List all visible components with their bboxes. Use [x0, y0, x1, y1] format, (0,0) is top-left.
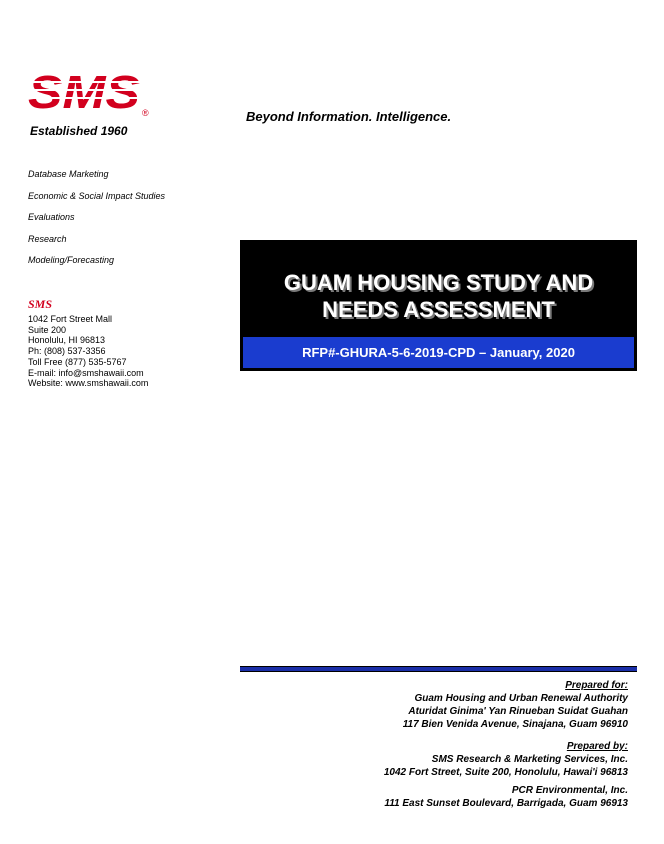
rfp-band: [243, 337, 634, 368]
established-text: Established 1960: [30, 124, 128, 138]
prepared-for-heading: Prepared for:: [565, 680, 628, 691]
prepared-for-line: Guam Housing and Urban Renewal Authority: [414, 693, 628, 704]
prepared-by-org: SMS Research & Marketing Services, Inc.: [431, 754, 628, 765]
title-line-1: GUAM HOUSING STUDY AND: [283, 270, 594, 295]
prepared-for-section: [403, 679, 628, 731]
contact-line: Website: www.smshawaii.com: [28, 378, 149, 389]
title-block: [240, 240, 637, 371]
sms-logo-mark: [26, 68, 156, 118]
sms-logo: [26, 68, 156, 118]
service-item: Evaluations: [28, 212, 75, 223]
contact-line: Honolulu, HI 96813: [28, 335, 106, 346]
document-title: [243, 269, 634, 323]
rfp-number: RFP#-GHURA-5-6-2019-CPD – January, 2020: [302, 345, 575, 360]
prepared-by-heading: Prepared by:: [566, 741, 628, 752]
logo-text: SMS: [28, 68, 141, 118]
contact-line: E-mail: info@smshawaii.com: [28, 367, 144, 378]
title-panel: [243, 243, 634, 332]
prepared-by-address: 111 East Sunset Boulevard, Barrigada, Guam 96913: [384, 798, 628, 809]
contact-details: [28, 314, 148, 389]
service-item: Economic & Social Impact Studies: [28, 190, 166, 201]
service-item: Database Marketing: [28, 169, 109, 179]
tagline: Beyond Information. Intelligence.: [246, 109, 452, 124]
service-item: Modeling/Forecasting: [28, 255, 115, 266]
prepared-for-line: 117 Bien Venida Avenue, Sinajana, Guam 96910: [402, 719, 628, 730]
prepared-by-org: PCR Environmental, Inc.: [511, 785, 628, 796]
contact-line: Ph: (808) 537-3356: [28, 346, 106, 357]
divider-bar: [240, 666, 637, 672]
prepared-by-address: 1042 Fort Street, Suite 200, Honolulu, Hawai'i 96813: [383, 767, 628, 778]
contact-line: Suite 200: [28, 324, 67, 335]
prepared-for-line: Aturidat Ginima' Yan Rinueban Suidat Guahan: [408, 706, 628, 717]
service-item: Research: [28, 233, 67, 244]
services-list: [28, 168, 165, 276]
contact-name: SMS: [28, 297, 53, 311]
prepared-by-section: [384, 740, 628, 810]
contact-line: 1042 Fort Street Mall: [28, 314, 113, 324]
title-line-2: NEEDS ASSESSMENT: [322, 297, 555, 322]
contact-line: Toll Free (877) 535-5767: [28, 356, 127, 367]
registered-mark: ®: [142, 108, 149, 118]
